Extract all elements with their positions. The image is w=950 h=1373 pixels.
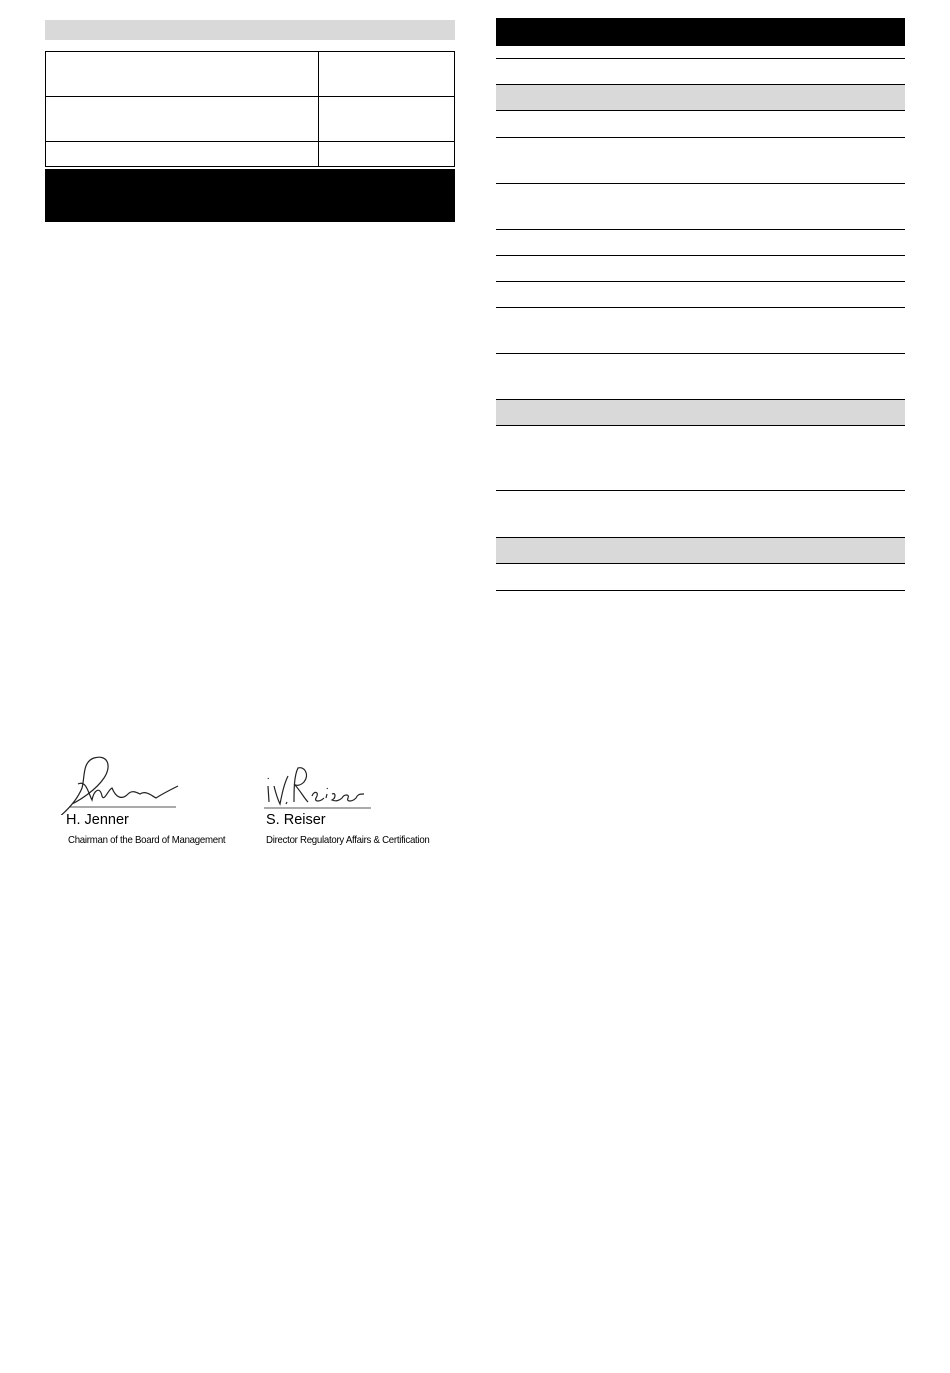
table-cell: [46, 52, 319, 97]
table-cell: [319, 97, 455, 142]
table-row: [496, 111, 905, 138]
table-cell: [46, 142, 319, 167]
table-row: [496, 256, 905, 282]
section-header-band: [496, 538, 905, 564]
table-row: [496, 282, 905, 308]
table-row: [496, 426, 905, 491]
table-row: [46, 97, 455, 142]
signatory-1: [52, 750, 252, 846]
signatory-2: [264, 750, 464, 846]
section-header-band: [45, 20, 455, 40]
signatory-role: Chairman of the Board of Management: [68, 834, 226, 846]
black-title-bar: [45, 169, 455, 222]
signature-area: [52, 750, 462, 860]
signature-reiser: [264, 750, 464, 815]
table-row: [496, 564, 905, 591]
section-header-band: [496, 400, 905, 426]
table-row: [496, 491, 905, 538]
signature-jenner: [52, 750, 252, 815]
left-column: [45, 20, 455, 222]
table-row: [496, 354, 905, 400]
table-row: [496, 46, 905, 59]
signatory-role: Director Regulatory Affairs & Certification: [266, 834, 430, 846]
signatory-name: H. Jenner: [66, 812, 129, 828]
black-header-bar: [496, 18, 905, 46]
table-row: [496, 138, 905, 184]
table-cell: [319, 142, 455, 167]
section-header-band: [496, 85, 905, 111]
table-row: [496, 59, 905, 85]
table-row: [46, 142, 455, 167]
right-column: [496, 18, 905, 591]
table-row: [496, 308, 905, 354]
table-cell: [319, 52, 455, 97]
table-row: [46, 52, 455, 97]
signatory-name: S. Reiser: [266, 812, 326, 828]
table-row: [496, 184, 905, 230]
left-table: [45, 51, 455, 167]
table-row: [496, 230, 905, 256]
table-cell: [46, 97, 319, 142]
